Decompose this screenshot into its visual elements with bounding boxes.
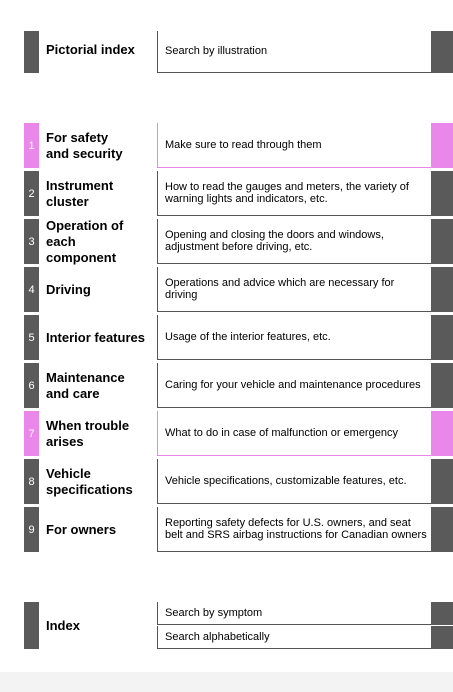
chapter-title: Operation of each component <box>46 217 124 265</box>
index-tab-symptom[interactable] <box>431 602 453 625</box>
chapter-tab[interactable] <box>431 411 453 456</box>
chapter-number: 9 <box>24 507 39 552</box>
chapter-title: For safety and security <box>46 129 123 161</box>
index-title: Index <box>46 617 80 633</box>
chapter-title: Driving <box>46 281 91 297</box>
index-item-symptom[interactable]: Search by symptom <box>157 602 431 625</box>
chapter-tab[interactable] <box>431 171 453 216</box>
page-bottom-shade <box>0 672 453 692</box>
chapter-number: 5 <box>24 315 39 360</box>
chapter-title: Interior features <box>46 329 145 345</box>
chapter-title: Vehicle specifications <box>46 465 133 497</box>
index-item-alphabetical[interactable]: Search alphabetically <box>157 626 431 649</box>
chapter-number: 3 <box>24 219 39 264</box>
chapter-description: How to read the gauges and meters, the variety of warning lights and indicators, etc. <box>157 171 431 216</box>
chapter-title: When trouble arises <box>46 417 130 449</box>
pictorial-index-tab[interactable] <box>431 31 453 73</box>
chapter-description: Operations and advice which are necessary for driving <box>157 267 431 312</box>
chapter-tab[interactable] <box>431 267 453 312</box>
chapter-title: Maintenance and care <box>46 369 125 401</box>
chapter-description: Make sure to read through them <box>157 123 431 168</box>
chapter-description: Caring for your vehicle and maintenance procedures <box>157 363 431 408</box>
chapter-title: For owners <box>46 521 117 537</box>
chapter-number: 8 <box>24 459 39 504</box>
chapter-tab[interactable] <box>431 363 453 408</box>
chapter-tab[interactable] <box>431 123 453 168</box>
chapter-number: 4 <box>24 267 39 312</box>
chapter-tab[interactable] <box>431 219 453 264</box>
chapter-description: Usage of the interior features, etc. <box>157 315 431 360</box>
chapter-tab[interactable] <box>431 459 453 504</box>
pictorial-index-title: Pictorial index <box>46 42 135 57</box>
chapter-number: 2 <box>24 171 39 216</box>
index-tab-alphabetical[interactable] <box>431 626 453 649</box>
chapter-description: Vehicle specifications, customizable features, etc. <box>157 459 431 504</box>
chapter-number: 6 <box>24 363 39 408</box>
chapter-tab[interactable] <box>431 315 453 360</box>
chapter-number: 1 <box>24 123 39 168</box>
chapter-description: Opening and closing the doors and windows, adjustment before driving, etc. <box>157 219 431 264</box>
chapter-title: Instrument cluster <box>46 177 114 209</box>
chapter-tab[interactable] <box>431 507 453 552</box>
pictorial-index-marker <box>24 31 39 73</box>
chapter-description: What to do in case of malfunction or emergency <box>157 411 431 456</box>
index-marker <box>24 602 39 649</box>
chapter-number: 7 <box>24 411 39 456</box>
pictorial-index-desc: Search by illustration <box>157 31 431 73</box>
chapter-description: Reporting safety defects for U.S. owners, and seat belt and SRS airbag instructions for Canadian owners <box>157 507 431 552</box>
